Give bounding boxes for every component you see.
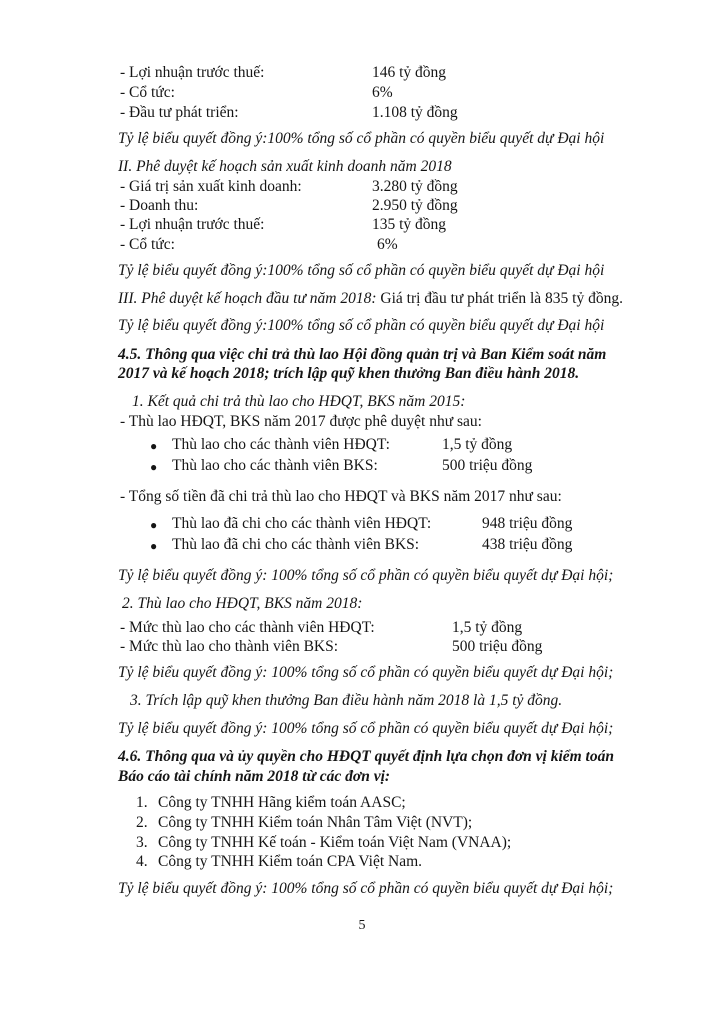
- fee-value: 1,5 tỷ đồng: [452, 619, 523, 636]
- bullet-icon: ●: [150, 439, 158, 453]
- dividend-value: 6%: [372, 84, 393, 101]
- bullet-value: 1,5 tỷ đồng: [442, 436, 513, 453]
- fee-value: 500 triệu đồng: [452, 638, 543, 655]
- profit-label: - Lợi nhuận trước thuế:: [120, 216, 265, 233]
- bullet-label: Thù lao đã chi cho các thành viên HĐQT:: [172, 515, 432, 532]
- dividend-value: 6%: [377, 236, 398, 253]
- production-value-label: - Giá trị sản xuất kinh doanh:: [120, 178, 302, 195]
- vote-result: Tỷ lệ biểu quyết đồng ý: 100% tổng số cổ phần có quyền biểu quyết dự Đại hội;: [118, 720, 614, 737]
- subsection-1-intro-2: - Tổng số tiền đã chi trả thù lao cho HĐQT và BKS năm 2017 như sau:: [120, 488, 562, 505]
- audit-firm-item: Công ty TNHH Kế toán - Kiểm toán Việt Nam (VNAA);: [158, 834, 512, 851]
- profit-label: - Lợi nhuận trước thuế:: [120, 64, 265, 81]
- dividend-label: - Cổ tức:: [120, 236, 175, 253]
- audit-firm-item: Công ty TNHH Kiểm toán Nhân Tâm Việt (NVT);: [158, 814, 473, 831]
- section-iii: [118, 290, 623, 308]
- page-number: 5: [358, 918, 366, 933]
- fee-label: - Mức thù lao cho thành viên BKS:: [120, 638, 339, 655]
- audit-firm-item: Công ty TNHH Hãng kiểm toán AASC;: [158, 794, 406, 811]
- investment-value: 1.108 tỷ đồng: [372, 104, 458, 121]
- subsection-1-title: 1. Kết quả chi trả thù lao cho HĐQT, BKS năm 2015:: [132, 393, 466, 410]
- list-item-number: 3.: [136, 834, 148, 851]
- bullet-value: 948 triệu đồng: [482, 515, 573, 532]
- revenue-value: 2.950 tỷ đồng: [372, 197, 458, 214]
- bullet-icon: ●: [150, 539, 158, 553]
- bullet-value: 500 triệu đồng: [442, 457, 533, 474]
- list-item-number: 2.: [136, 814, 148, 831]
- list-item-number: 4.: [136, 853, 148, 870]
- revenue-label: - Doanh thu:: [120, 197, 199, 214]
- bullet-label: Thù lao cho các thành viên BKS:: [172, 457, 378, 474]
- vote-result: Tỷ lệ biểu quyết đồng ý: 100% tổng số cổ phần có quyền biểu quyết dự Đại hội;: [118, 567, 614, 584]
- dividend-label: - Cổ tức:: [120, 84, 175, 101]
- section-46-heading-cont: Báo cáo tài chính năm 2018 từ các đơn vị:: [118, 768, 391, 785]
- list-item-number: 1.: [136, 794, 148, 811]
- vote-result: Tỷ lệ biểu quyết đồng ý:100% tổng số cổ phần có quyền biểu quyết dự Đại hội: [118, 130, 605, 147]
- vote-result: Tỷ lệ biểu quyết đồng ý: 100% tổng số cổ phần có quyền biểu quyết dự Đại hội;: [118, 880, 614, 897]
- subsection-2-title: 2. Thù lao cho HĐQT, BKS năm 2018:: [122, 595, 363, 612]
- bullet-icon: ●: [150, 460, 158, 474]
- section-45-heading-cont: 2017 và kế hoạch 2018; trích lập quỹ khen thưởng Ban điều hành 2018.: [118, 365, 580, 382]
- profit-value: 146 tỷ đồng: [372, 64, 447, 81]
- bullet-icon: ●: [150, 518, 158, 532]
- bullet-label: Thù lao đã chi cho các thành viên BKS:: [172, 536, 420, 553]
- profit-value: 135 tỷ đồng: [372, 216, 447, 233]
- section-ii-title: II. Phê duyệt kế hoạch sản xuất kinh doanh năm 2018: [118, 158, 452, 175]
- bullet-value: 438 triệu đồng: [482, 536, 573, 553]
- section-46-heading: 4.6. Thông qua và ủy quyền cho HĐQT quyết định lựa chọn đơn vị kiểm toán: [118, 748, 614, 765]
- investment-label: - Đầu tư phát triển:: [120, 104, 239, 121]
- bullet-label: Thù lao cho các thành viên HĐQT:: [172, 436, 390, 453]
- subsection-1-intro: - Thù lao HĐQT, BKS năm 2017 được phê duyệt như sau:: [120, 413, 482, 430]
- vote-result: Tỷ lệ biểu quyết đồng ý:100% tổng số cổ phần có quyền biểu quyết dự Đại hội: [118, 262, 605, 279]
- section-iii-text: Giá trị đầu tư phát triển là 835 tỷ đồng.: [380, 290, 623, 307]
- subsection-3: 3. Trích lập quỹ khen thưởng Ban điều hành năm 2018 là 1,5 tỷ đồng.: [130, 692, 563, 709]
- audit-firm-item: Công ty TNHH Kiểm toán CPA Việt Nam.: [158, 853, 423, 870]
- fee-label: - Mức thù lao cho các thành viên HĐQT:: [120, 619, 375, 636]
- vote-result: Tỷ lệ biểu quyết đồng ý:100% tổng số cổ phần có quyền biểu quyết dự Đại hội: [118, 317, 605, 334]
- section-45-heading: 4.5. Thông qua việc chi trả thù lao Hội đồng quản trị và Ban Kiểm soát năm: [118, 346, 607, 363]
- vote-result: Tỷ lệ biểu quyết đồng ý: 100% tổng số cổ phần có quyền biểu quyết dự Đại hội;: [118, 664, 614, 681]
- section-iii-title: III. Phê duyệt kế hoạch đầu tư năm 2018:: [118, 290, 377, 307]
- production-value: 3.280 tỷ đồng: [372, 178, 458, 195]
